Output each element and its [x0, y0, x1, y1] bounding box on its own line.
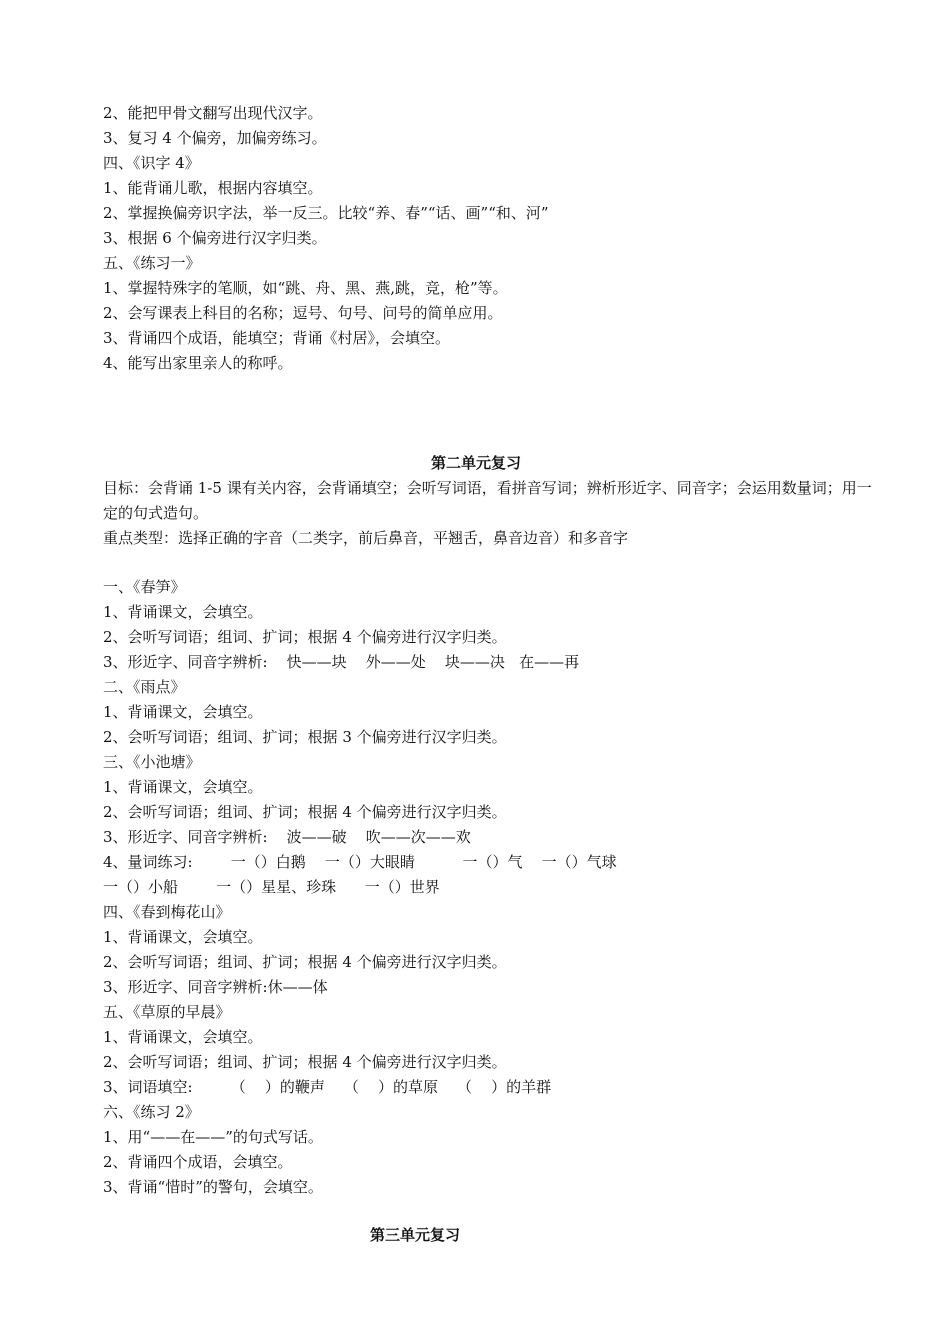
text-line: 1、掌握特殊字的笔顺，如“跳、舟、黑、燕,跳，竞，枪”等。 [103, 279, 508, 297]
text-line: 2、背诵四个成语，会填空。 [103, 1153, 293, 1171]
lesson-heading: 四、《春到梅花山》 [103, 903, 231, 921]
lesson-heading: 一、《春笋》 [103, 578, 186, 596]
text-line: 3、形近字、同音字辨析: 快——块 外——处 块——决 在——再 [103, 653, 580, 671]
lesson-heading: 五、《草原的早晨》 [103, 1003, 231, 1021]
text-line: 3、形近字、同音字辨析: 波——破 吹——次——欢 [103, 828, 471, 846]
unit2-goal: 目标：会背诵 1-5 课有关内容，会背诵填空；会听写词语，看拼音写词；辨析形近字、同音字；会运用数量词；用一定的句式造句。 [103, 479, 872, 522]
text-line: 2、能把甲骨文翻写出现代汉字。 [103, 104, 323, 122]
lesson-heading: 二、《雨点》 [103, 678, 186, 696]
text-line: 3、词语填空: （ ）的鞭声 （ ）的草原 （ ）的羊群 [103, 1078, 552, 1096]
text-line: 2、会听写词语；组词、扩词；根据 4 个偏旁进行汉字归类。 [103, 953, 507, 971]
text-line: 4、能写出家里亲人的称呼。 [103, 354, 293, 372]
text-line: 2、会写课表上科目的名称；逗号、句号、问号的简单应用。 [103, 304, 503, 322]
text-line: 3、根据 6 个偏旁进行汉字归类。 [103, 229, 327, 247]
text-line: 一（）小船 一（）星星、珍珠 一（）世界 [103, 878, 440, 896]
text-line: 1、能背诵儿歌，根据内容填空。 [103, 179, 323, 197]
lesson-heading: 四、《识字 4》 [103, 154, 200, 172]
text-line: 1、背诵课文，会填空。 [103, 778, 263, 796]
lesson-heading: 五、《练习一》 [103, 254, 201, 272]
lesson-heading: 六、《练习 2》 [103, 1103, 200, 1121]
text-line: 1、背诵课文，会填空。 [103, 603, 263, 621]
text-line: 2、会听写词语；组词、扩词；根据 4 个偏旁进行汉字归类。 [103, 1053, 507, 1071]
section-unit1-continued [103, 101, 883, 376]
text-line: 3、形近字、同音字辨析:休——体 [103, 978, 328, 996]
text-line: 1、背诵课文，会填空。 [103, 703, 263, 721]
text-line: 2、掌握换偏旁识字法，举一反三。比较“养、春”“话、画”“和、河” [103, 204, 549, 222]
lesson-heading: 三、《小池塘》 [103, 753, 201, 771]
section-unit2-lessons [103, 575, 883, 1200]
text-line: 2、会听写词语；组词、扩词；根据 4 个偏旁进行汉字归类。 [103, 803, 507, 821]
text-line: 2、会听写词语；组词、扩词；根据 3 个偏旁进行汉字归类。 [103, 728, 507, 746]
text-line: 3、复习 4 个偏旁，加偏旁练习。 [103, 129, 327, 147]
unit2-intro [103, 476, 883, 551]
unit2-key-types: 重点类型：选择正确的字音（二类字，前后鼻音，平翘舌，鼻音边音）和多音字 [103, 529, 629, 547]
unit3-title: 第三单元复习 [370, 1226, 461, 1244]
text-line: 2、会听写词语；组词、扩词；根据 4 个偏旁进行汉字归类。 [103, 628, 507, 646]
unit2-title: 第二单元复习 [431, 454, 522, 472]
text-line: 3、背诵“惜时”的警句，会填空。 [103, 1178, 323, 1196]
text-line: 1、背诵课文，会填空。 [103, 1028, 263, 1046]
text-line: 1、用“——在——”的句式写话。 [103, 1128, 323, 1146]
text-line: 3、背诵四个成语，能填空；背诵《村居》，会填空。 [103, 329, 451, 347]
text-line: 1、背诵课文，会填空。 [103, 928, 263, 946]
text-line: 4、量词练习: 一（）白鹅 一（）大眼睛 一（）气 一（）气球 [103, 853, 617, 871]
